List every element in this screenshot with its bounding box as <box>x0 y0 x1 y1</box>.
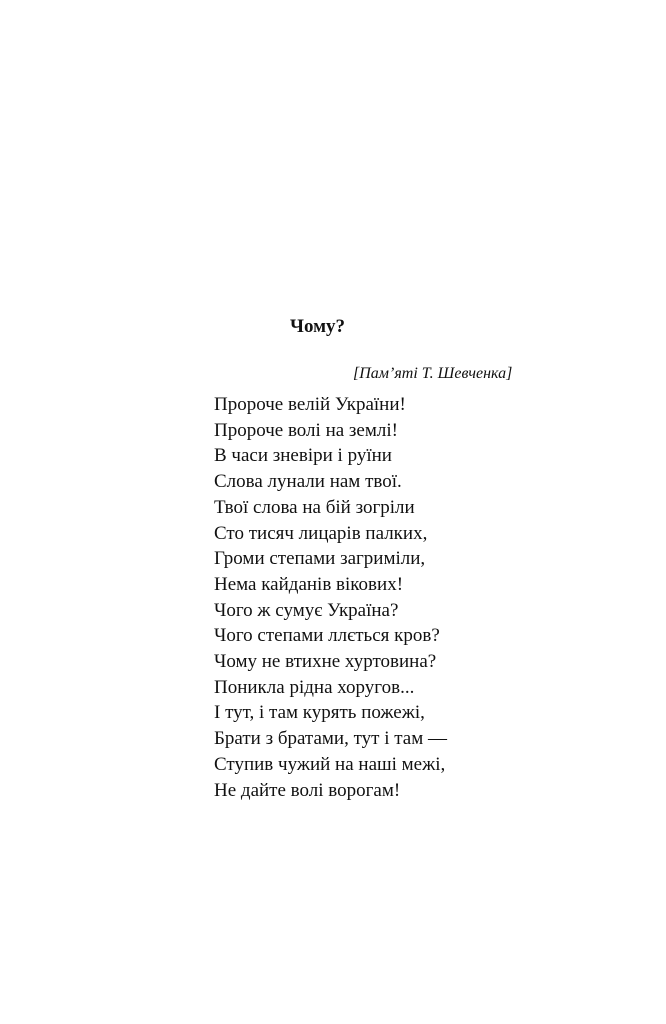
poem-line: Не дайте волі ворогам! <box>214 779 401 801</box>
poem-line: Поникла рідна хоругов... <box>214 676 415 698</box>
poem-line: Нема кайданів вікових! <box>214 573 404 595</box>
poem-line: Брати з братами, тут і там — <box>214 728 447 750</box>
poem-line: Чого ж сумує Україна? <box>214 599 399 621</box>
poem-line: Твої слова на бій зогріли <box>214 496 415 518</box>
poem-line: В часи зневіри і руїни <box>214 445 392 467</box>
poem-line: Пророче волі на землі! <box>214 419 398 441</box>
poem-line: Ступив чужий на наші межі, <box>214 753 446 775</box>
poem-dedication: [Пам’яті Т. Шевченка] <box>353 365 513 382</box>
poem-line: Сто тисяч лицарів палких, <box>214 522 428 544</box>
poem-line: І тут, і там курять пожежі, <box>214 702 425 724</box>
poem-line: Слова лунали нам твої. <box>214 471 402 493</box>
poem-title: Чому? <box>290 316 346 337</box>
poem-line: Чого степами ллється кров? <box>214 625 440 647</box>
poem-line: Чому не втихне хуртовина? <box>214 651 437 673</box>
poem-stanza <box>214 392 447 803</box>
poem-line: Громи степами загриміли, <box>214 548 426 570</box>
poem-line: Пророче велій України! <box>214 394 406 415</box>
